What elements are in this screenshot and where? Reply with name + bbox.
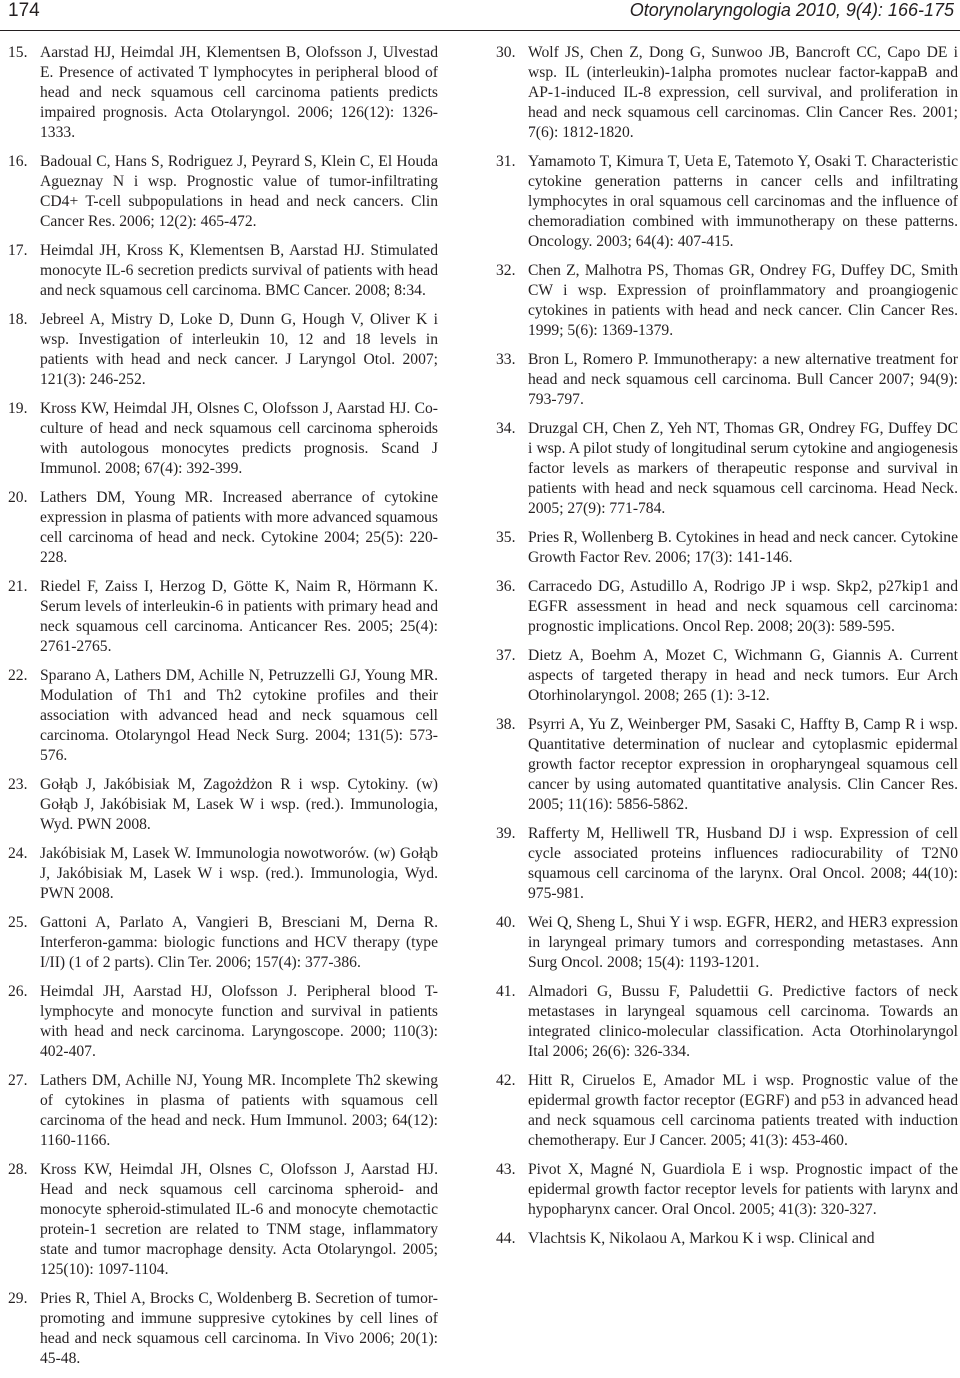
reference-text: Pries R, Wollenberg B. Cytokines in head and neck cancer. Cytokine Growth Factor Rev. 2006; 17(3): 141-146.	[528, 529, 958, 566]
reference-text: Almadori G, Bussu F, Paludettii G. Predictive factors of neck metastases in laryngeal squamous cell carcinoma. Towards an integrated clinico-molecular classification. Acta Otorhinolaryngol Ital 2006; 26(6): 326-334.	[528, 983, 958, 1060]
reference-item	[496, 1071, 958, 1151]
reference-number: 42.	[496, 1072, 516, 1089]
reference-text: Kross KW, Heimdal JH, Olsnes C, Olofsson J, Aarstad HJ. Co-culture of head and neck squamous cell carcinoma spheroids with autologous monocytes predicts prognosis. Scand J Immunol. 2008; 67(4): 392-399.	[40, 400, 438, 477]
reference-number: 15.	[8, 44, 28, 61]
reference-text: Heimdal JH, Aarstad HJ, Olofsson J. Peripheral blood T-lymphocyte and monocyte function and survival in patients with head and neck carcinoma. Laryngoscope. 2000; 110(3): 402-407.	[40, 983, 438, 1060]
reference-number: 33.	[496, 351, 516, 368]
reference-item	[8, 577, 438, 657]
reference-number: 37.	[496, 647, 516, 664]
reference-text: Yamamoto T, Kimura T, Ueta E, Tatemoto Y, Osaki T. Characteristic cytokine generation patterns in cancer cells and infiltrating lymphocytes in oral squamous cell carcinomas and the influence of chemoradiation combined with immunotherapy on these patterns. Oncology. 2003; 64(4): 407-415.	[528, 153, 958, 250]
reference-item	[496, 43, 958, 143]
reference-item	[496, 715, 958, 815]
page-number: 174	[8, 0, 40, 21]
reference-item	[496, 913, 958, 973]
reference-number: 20.	[8, 489, 28, 506]
reference-item	[8, 913, 438, 973]
reference-number: 27.	[8, 1072, 28, 1089]
reference-item	[8, 152, 438, 232]
reference-item	[8, 310, 438, 390]
reference-text: Aarstad HJ, Heimdal JH, Klementsen B, Olofsson J, Ulvestad E. Presence of activated T lymphocytes in peripheral blood of head and neck squamous cell carcinoma patients predicts impaired prognosis. Acta Otolaryngol. 2006; 126(12): 1326-1333.	[40, 44, 438, 141]
reference-item	[496, 152, 958, 252]
reference-item	[496, 982, 958, 1062]
reference-number: 30.	[496, 44, 516, 61]
journal-citation: Otorynolaryngologia 2010, 9(4): 166-175	[629, 0, 954, 20]
reference-text: Bron L, Romero P. Immunotherapy: a new alternative treatment for head and neck squamous cell carcinoma. Bull Cancer 2007; 94(9): 793-797.	[528, 351, 958, 408]
reference-item	[496, 419, 958, 519]
reference-number: 26.	[8, 983, 28, 1000]
reference-text: Jebreel A, Mistry D, Loke D, Dunn G, Hough V, Oliver K i wsp. Investigation of interleukin 10, 12 and 18 levels in patients with head and neck cancer. J Laryngol Otol. 2007; 121(3): 246-252.	[40, 311, 438, 388]
reference-text: Psyrri A, Yu Z, Weinberger PM, Sasaki C, Haffty B, Camp R i wsp. Quantitative determination of nuclear and cytoplasmic epidermal growth factor receptor expression in oropharyngeal squamous cell cancer by using automated quantitative analysis. Clin Cancer Res. 2005; 11(16): 5856-5862.	[528, 716, 958, 813]
reference-text: Gołąb J, Jakóbisiak M, Zagożdżon R i wsp. Cytokiny. (w) Gołąb J, Jakóbisiak M, Lasek W i wsp. (red.). Immunologia, Wyd. PWN 2008.	[40, 776, 438, 833]
reference-number: 29.	[8, 1290, 28, 1307]
reference-item	[8, 399, 438, 479]
reference-item	[8, 1160, 438, 1280]
reference-text: Wolf JS, Chen Z, Dong G, Sunwoo JB, Bancroft CC, Capo DE i wsp. IL (interleukin)-1alpha promotes nuclear factor-kappaB and AP-1-induced IL-8 expression, cell survival, and proliferation in head and neck squamous cell carcinomas. Clin Cancer Res. 2001; 7(6): 1812-1820.	[528, 44, 958, 141]
reference-item	[496, 528, 958, 568]
reference-text: Jakóbisiak M, Lasek W. Immunologia nowotworów. (w) Gołąb J, Jakóbisiak M, Lasek W i wsp. (red.). Immunologia, Wyd. PWN 2008.	[40, 845, 438, 902]
reference-item	[496, 577, 958, 637]
reference-number: 44.	[496, 1230, 516, 1247]
reference-text: Pivot X, Magné N, Guardiola E i wsp. Prognostic impact of the epidermal growth factor receptor levels for patients with larynx and hypopharynx cancer. Oral Oncol. 2005; 41(3): 320-327.	[528, 1161, 958, 1218]
reference-number: 32.	[496, 262, 516, 279]
reference-item	[496, 1229, 958, 1249]
reference-number: 38.	[496, 716, 516, 733]
reference-text: Badoual C, Hans S, Rodriguez J, Peyrard S, Klein C, El Houda Agueznay N i wsp. Prognostic value of tumor-infiltrating CD4+ T-cell subpopulations in head and neck cancers. Clin Cancer Res. 2006; 12(2): 465-472.	[40, 153, 438, 230]
reference-number: 41.	[496, 983, 516, 1000]
reference-number: 35.	[496, 529, 516, 546]
reference-number: 36.	[496, 578, 516, 595]
reference-text: Carracedo DG, Astudillo A, Rodrigo JP i wsp. Skp2, p27kip1 and EGFR assessment in head and neck squamous cell carcinoma: prognostic implications. Oncol Rep. 2008; 20(3): 589-595.	[528, 578, 958, 635]
reference-item	[8, 982, 438, 1062]
reference-item	[8, 844, 438, 904]
reference-text: Druzgal CH, Chen Z, Yeh NT, Thomas GR, Ondrey FG, Duffey DC i wsp. A pilot study of longitudinal serum cytokine and angiogenesis factor levels as markers of therapeutic response and survival in patients with head and neck squamous cell carcinoma. Head Neck. 2005; 27(9): 771-784.	[528, 420, 958, 517]
reference-number: 31.	[496, 153, 516, 170]
reference-number: 34.	[496, 420, 516, 437]
reference-text: Gattoni A, Parlato A, Vangieri B, Bresciani M, Derna R. Interferon-gamma: biologic functions and HCV therapy (type I/II) (1 of 2 parts). Clin Ter. 2006; 157(4): 377-386.	[40, 914, 438, 971]
reference-text: Sparano A, Lathers DM, Achille N, Petruzzelli GJ, Young MR. Modulation of Th1 and Th2 cytokine profiles and their association with advanced head and neck squamous cell carcinoma. Otolaryngol Head Neck Surg. 2004; 131(5): 573-576.	[40, 667, 438, 764]
reference-number: 28.	[8, 1161, 28, 1178]
reference-text: Dietz A, Boehm A, Mozet C, Wichmann G, Giannis A. Current aspects of targeted therapy in head and neck tumors. Eur Arch Otorhinolaryngol. 2008; 265 (1): 3-12.	[528, 647, 958, 704]
reference-text: Kross KW, Heimdal JH, Olsnes C, Olofsson J, Aarstad HJ. Head and neck squamous cell carcinoma spheroid- and monocyte spheroid-stimulated IL-6 and monocyte chemotactic protein-1 secretion are related to TNM stage, inflammatory state and tumor macrophage density. Acta Otolaryngol. 2005; 125(10): 1097-1104.	[40, 1161, 438, 1278]
reference-text: Wei Q, Sheng L, Shui Y i wsp. EGFR, HER2, and HER3 expression in laryngeal primary tumors and corresponding metastases. Ann Surg Oncol. 2008; 15(4): 1193-1201.	[528, 914, 958, 971]
reference-number: 43.	[496, 1161, 516, 1178]
reference-item	[496, 646, 958, 706]
reference-text: Vlachtsis K, Nikolaou A, Markou K i wsp. Clinical and	[528, 1230, 875, 1247]
references-left-column	[8, 43, 438, 1378]
references-right-column	[496, 43, 958, 1258]
reference-number: 40.	[496, 914, 516, 931]
reference-item	[496, 824, 958, 904]
reference-item	[496, 350, 958, 410]
reference-number: 22.	[8, 667, 28, 684]
reference-number: 21.	[8, 578, 28, 595]
reference-item	[8, 241, 438, 301]
reference-text: Hitt R, Ciruelos E, Amador ML i wsp. Prognostic value of the epidermal growth factor receptor (EGRF) and p53 in advanced head and neck squamous cell carcinoma patients treated with induction chemotherapy. Eur J Cancer. 2005; 41(3): 453-460.	[528, 1072, 958, 1149]
reference-text: Riedel F, Zaiss I, Herzog D, Götte K, Naim R, Hörmann K. Serum levels of interleukin-6 in patients with primary head and neck squamous cell carcinoma. Anticancer Res. 2005; 25(4): 2761-2765.	[40, 578, 438, 655]
reference-number: 23.	[8, 776, 28, 793]
reference-item	[496, 261, 958, 341]
reference-number: 18.	[8, 311, 28, 328]
reference-item	[8, 488, 438, 568]
reference-text: Pries R, Thiel A, Brocks C, Woldenberg B. Secretion of tumor-promoting and immune suppresive cytokines by cell lines of head and neck squamous cell carcinoma. In Vivo 2006; 20(1): 45-48.	[40, 1290, 438, 1367]
reference-item	[8, 1071, 438, 1151]
reference-number: 17.	[8, 242, 28, 259]
reference-item	[8, 775, 438, 835]
reference-number: 16.	[8, 153, 28, 170]
header-rule	[0, 30, 960, 31]
reference-item	[8, 666, 438, 766]
reference-number: 24.	[8, 845, 28, 862]
reference-item	[8, 43, 438, 143]
reference-text: Rafferty M, Helliwell TR, Husband DJ i wsp. Expression of cell cycle associated proteins influences radiocurability of T2N0 squamous cell carcinoma of the larynx. Oral Oncol. 2008; 44(10): 975-981.	[528, 825, 958, 902]
page-header	[0, 0, 960, 34]
reference-text: Lathers DM, Achille NJ, Young MR. Incomplete Th2 skewing of cytokines in plasma of patients with squamous cell carcinoma of the head and neck. Hum Immunol. 2003; 64(12): 1160-1166.	[40, 1072, 438, 1149]
reference-number: 19.	[8, 400, 28, 417]
reference-item	[496, 1160, 958, 1220]
reference-text: Lathers DM, Young MR. Increased aberrance of cytokine expression in plasma of patients with more advanced squamous cell carcinoma of head and neck. Cytokine 2004; 25(5): 220-228.	[40, 489, 438, 566]
reference-number: 25.	[8, 914, 28, 931]
reference-item	[8, 1289, 438, 1369]
reference-text: Chen Z, Malhotra PS, Thomas GR, Ondrey FG, Duffey DC, Smith CW i wsp. Expression of proinflammatory and proangiogenic cytokines in patients with head and neck cancer. Clin Cancer Res. 1999; 5(6): 1369-1379.	[528, 262, 958, 339]
reference-text: Heimdal JH, Kross K, Klementsen B, Aarstad HJ. Stimulated monocyte IL-6 secretion predicts survival of patients with head and neck squamous cell carcinoma. BMC Cancer. 2008; 8:34.	[40, 242, 438, 299]
reference-number: 39.	[496, 825, 516, 842]
